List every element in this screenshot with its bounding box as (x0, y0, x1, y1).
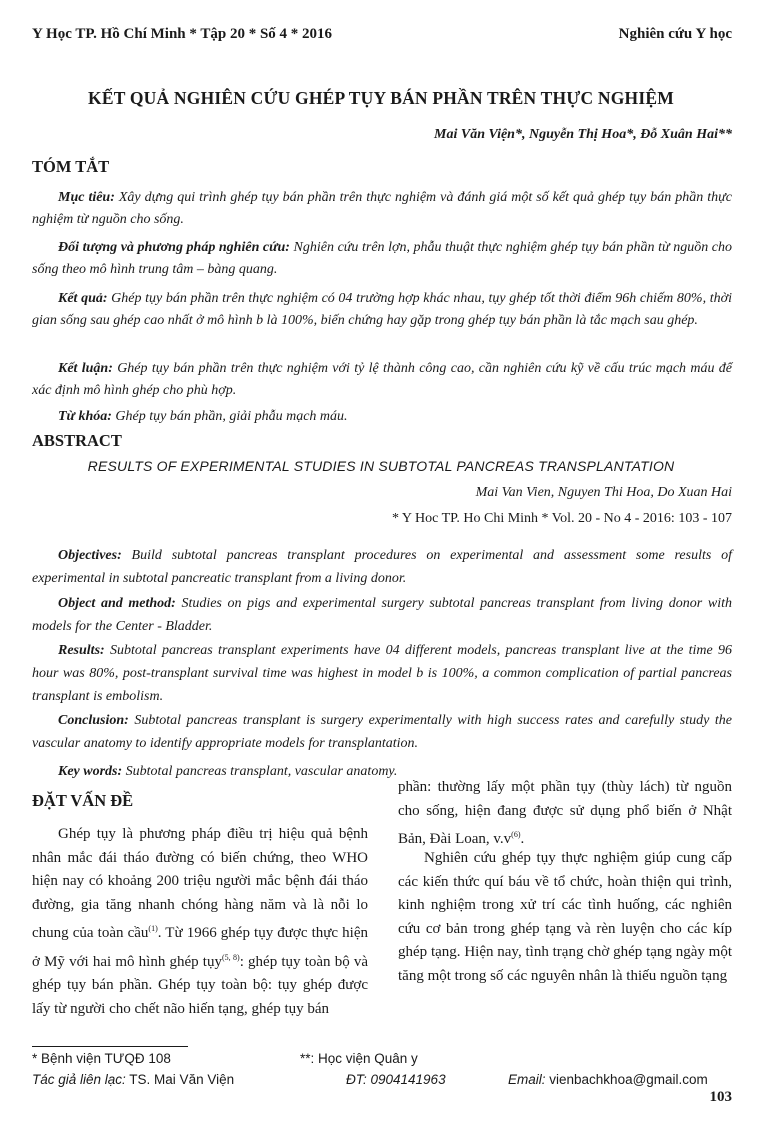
intro-left-text-3: : ghép tụy toàn bộ và ghép tụy bán phần. Ghép tụy toàn bộ: tụy ghép được lấy từ người cho chết não hiến tạng, ghép tụy bán (32, 953, 369, 1017)
abstract-keywords-text: Subtotal pancreas transplant, vascular anatomy. (122, 764, 398, 779)
summary-method (32, 237, 732, 281)
abstract-results-text: Subtotal pancreas transplant experiments have 04 different models, pancreas transplant live at the time 96 hour was 80%, post-transplant survival time was highest in model b is 100%, a common complication of partial pancreas transplant is embolism. (32, 643, 732, 704)
summary-objective (32, 187, 732, 231)
journal-header: Y Học TP. Hồ Chí Minh * Tập 20 * Số 4 * 2016 (32, 26, 333, 42)
intro-left-ref-1: (1) (148, 924, 158, 933)
footnote-contact-label: Tác giả liên lạc: (32, 1072, 126, 1087)
abstract-authors: Mai Van Vien, Nguyen Thi Hoa, Do Xuan Hai (475, 485, 732, 500)
intro-left-paragraph (32, 823, 368, 1021)
summary-keywords (32, 406, 732, 428)
abstract-results (32, 639, 732, 708)
authors: Mai Văn Viện*, Nguyễn Thị Hoa*, Đỗ Xuân Hai** (434, 127, 732, 142)
abstract-objectives-text: Build subtotal pancreas transplant procedures on experimental and assessment some results of experimental in subtotal pancreatic transplant from a living donor. (32, 548, 732, 586)
abstract-citation: * Y Hoc TP. Ho Chi Minh * Vol. 20 - No 4 - 2016: 103 - 107 (391, 511, 732, 526)
summary-results-text: Ghép tụy bán phần trên thực nghiệm có 04 trường hợp khác nhau, tụy ghép tốt thời điểm 96h chiếm 80%, thời gian sống sau ghép cao nhất ở mô hình b là 100%, biến chứng hay gặp trong ghép tụy bán phần là tắc mạch sau ghép. (32, 291, 732, 328)
article-title: KẾT QUẢ NGHIÊN CỨU GHÉP TỤY BÁN PHẦN TRÊN THỰC NGHIỆM (88, 88, 674, 108)
abstract-keywords-label: Key words: (58, 764, 123, 779)
summary-method-label: Đối tượng và phương pháp nghiên cứu: (58, 240, 290, 255)
summary-conclusion-text: Ghép tụy bán phần trên thực nghiệm với tỷ lệ thành công cao, cần nghiên cứu kỹ về cấu trúc mạch máu để xác định mô hình ghép cho phù hợp. (32, 361, 733, 398)
summary-objective-label: Mục tiêu: (58, 190, 115, 205)
footnote-phone: ĐT: 0904141963 (346, 1072, 446, 1087)
intro-right-text-1: phần: thường lấy một phần tụy (thùy lách) từ nguồn cho sống, hiện đang được sử dụng phổ biến ở Nhật Bản, Đài Loan, v.v (398, 779, 732, 847)
intro-heading: ĐẶT VẤN ĐỀ (32, 791, 134, 810)
summary-method-text: Nghiên cứu trên lợn, phẫu thuật thực nghiệm ghép tụy bán phần từ nguồn cho sống theo mô hình trung tâm – bàng quang. (32, 240, 733, 277)
abstract-method (32, 592, 732, 638)
summary-keywords-text: Ghép tụy bán phần, giải phẫu mạch máu. (111, 409, 348, 424)
footnote-affiliation-1: * Bệnh viện TƯQĐ 108 (32, 1051, 171, 1066)
intro-right-text-1-end: . (520, 831, 525, 847)
abstract-title: RESULTS OF EXPERIMENTAL STUDIES IN SUBTOTAL PANCREAS TRANSPLANTATION (87, 458, 675, 474)
abstract-results-label: Results: (58, 643, 105, 658)
abstract-objectives-label: Objectives: (58, 548, 122, 563)
intro-right-paragraph-2: Nghiên cứu ghép tụy thực nghiệm giúp cung cấp các kiến thức quí báu về tổ chức, hoàn thiện qui trình, kinh nghiệm trong xử trí các tình huống, các nghiên cứu cơ bản trong ghép tạng và rèn luyện cho các kíp ghép tạng. Hiện nay, tình trạng chờ ghép tạng ngày một tăng một trong số các nguyên nhân là thiếu nguồn tạng (398, 850, 732, 984)
abstract-method-text: Studies on pigs and experimental surgery subtotal pancreas transplant from living donor with models for the Center - Bladder. (32, 596, 732, 634)
abstract-heading: ABSTRACT (32, 431, 122, 450)
abstract-method-label: Object and method: (58, 596, 176, 611)
summary-conclusion (32, 358, 732, 402)
footnote-affiliation-2: **: Học viện Quân y (300, 1051, 418, 1066)
page-number: 103 (709, 1089, 732, 1105)
summary-conclusion-label: Kết luận: (58, 361, 113, 376)
intro-right-ref-1: (6) (511, 830, 521, 839)
intro-left-text-2: . Từ 1966 ghép tụy được thực hiện ở Mỹ với hai mô hình ghép tụy (32, 925, 368, 970)
footnote-rule (32, 1046, 188, 1047)
intro-left-ref-2: (5, 8) (221, 952, 240, 962)
intro-right-paragraph-1 (398, 776, 732, 852)
section-header: Nghiên cứu Y học (618, 26, 732, 42)
summary-results-label: Kết quả: (58, 291, 108, 306)
abstract-conclusion-text: Subtotal pancreas transplant is surgery experimentally with high success rates and carefully study the vascular anatomy to identify appropriate models for transplantation. (32, 713, 732, 751)
footnote-email (508, 1072, 708, 1087)
summary-keywords-label: Từ khóa: (58, 409, 112, 424)
abstract-objectives (32, 544, 732, 590)
footnote-email-label: Email: (508, 1072, 546, 1087)
footnote-contact (32, 1072, 234, 1087)
abstract-conclusion (32, 709, 732, 755)
summary-results (32, 288, 732, 332)
abstract-conclusion-label: Conclusion: (58, 713, 129, 728)
intro-left-text-1: Ghép tụy là phương pháp điều trị hiệu quả bệnh nhân mắc đái tháo đường có biến chứng, theo WHO hiện nay có khoảng 200 triệu người mắc bệnh đái tháo đường, gia tăng nhanh chóng hàng năm và là nỗi lo chung của toàn cầu (32, 826, 368, 941)
footnote-email-value: vienbachkhoa@gmail.com (545, 1072, 708, 1087)
footnote-contact-name: TS. Mai Văn Viện (125, 1072, 235, 1087)
summary-objective-text: Xây dựng qui trình ghép tụy bán phần trên thực nghiệm và đánh giá một số kết quả ghép tụy bán phần thực nghiệm từ nguồn cho sống. (32, 190, 732, 227)
summary-heading: TÓM TẮT (32, 157, 110, 176)
